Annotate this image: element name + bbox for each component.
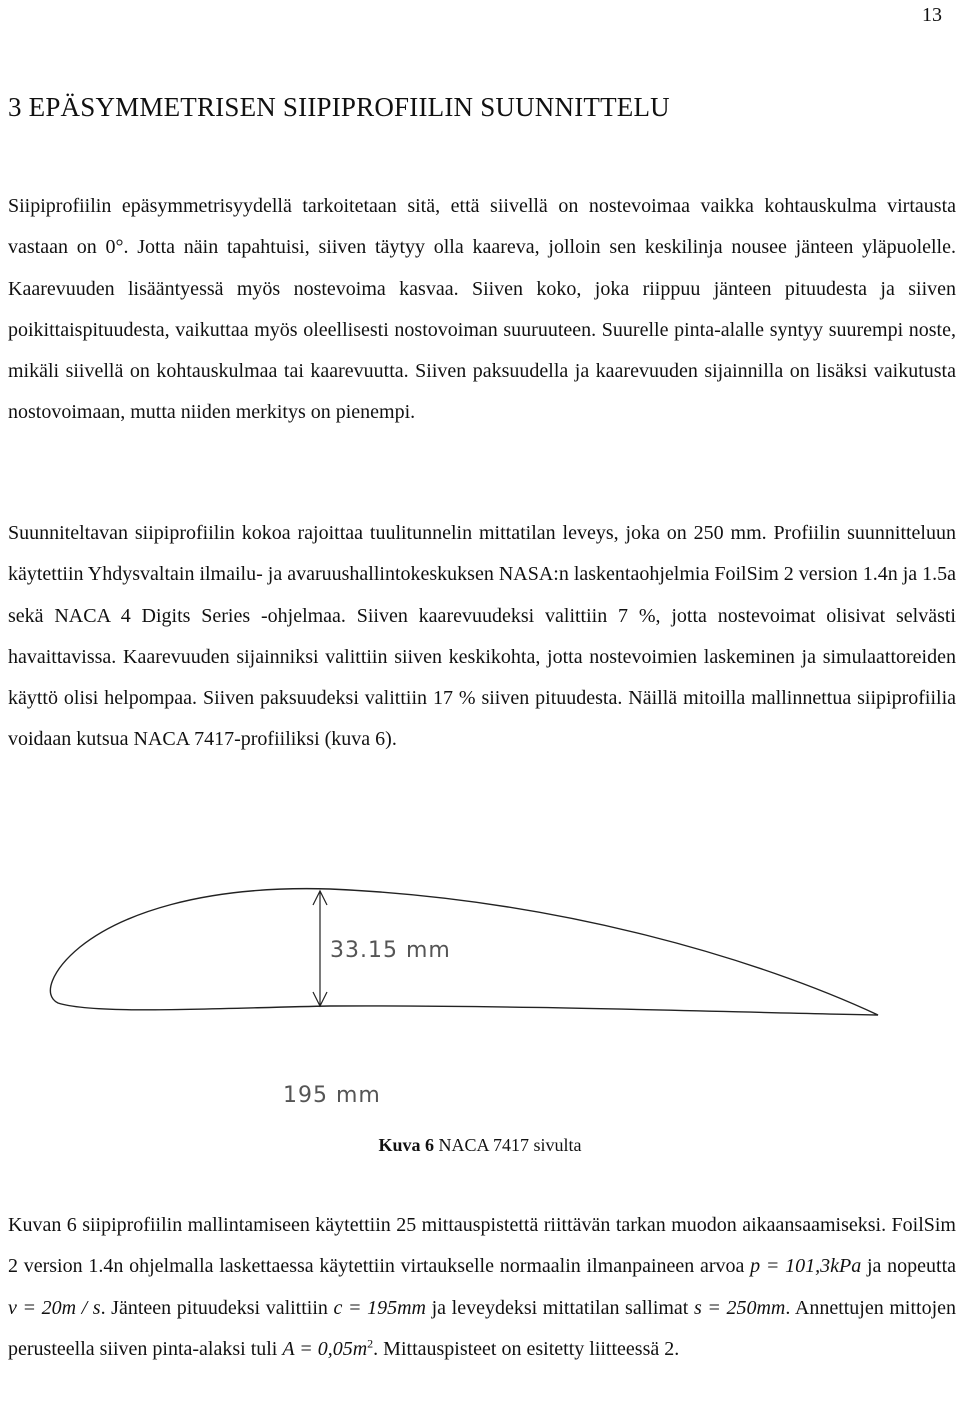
- area-exponent: 2: [367, 1336, 374, 1351]
- paragraph-intro: Siipiprofiilin epäsymmetrisyydellä tarkoitetaan sitä, että siivellä on nostevoimaa vaikka kohtauskulma virtausta vastaan on 0°. Jotta näin tapahtuisi, siiven täytyy olla kaareva, jolloin sen keskilinja nousee jänteen yläpuolelle. Kaarevuuden lisääntyessä myös nostevoima kasvaa. Siiven koko, joka riippuu jänteen pituudesta ja siiven poikittaispituudesta, vaikuttaa myös oleellisesti nostovoiman suuruuteen. Suurelle pinta-alalle syntyy suurempi noste, mikäli siivellä on kohtauskulmaa tai kaarevuutta. Siiven paksuudella ja kaarevuuden sijainnilla on lisäksi vaikutusta nostovoimaan, mutta niiden merkitys on pienempi.: [8, 195, 956, 424]
- figure-caption: [0, 1135, 960, 1156]
- paragraph-measurements: [8, 1205, 956, 1370]
- caption-label: Kuva 6: [378, 1135, 434, 1155]
- chord-label: 195 mm: [283, 1083, 381, 1108]
- page-number: 13: [922, 4, 942, 26]
- formula-velocity: v = 20m / s: [8, 1296, 101, 1319]
- caption-text: NACA 7417 sivulta: [434, 1135, 582, 1155]
- airfoil-figure: [0, 855, 960, 1115]
- text-run: ja leveydeksi mittatilan sallimat: [426, 1296, 694, 1319]
- thickness-label: 33.15 mm: [330, 938, 451, 963]
- formula-chord: c = 195mm: [333, 1296, 427, 1319]
- text-run: Kuvan 6 siipiprofiilin mallintamiseen käytettiin 25 mittauspistettä riittävän tarkan muodon aikaansaamiseksi. FoilSim 2 version 1.4n ohjelmalla laskettaessa käytettiin virtaukselle normaalin ilmanpaineen arvoa: [8, 1214, 956, 1278]
- formula-area: A = 0,05m: [282, 1337, 368, 1360]
- paragraph-design: Suunniteltavan siipiprofiilin kokoa rajoittaa tuulitunnelin mittatilan leveys, joka on 250 mm. Profiilin suunnitteluun käytettiin Yhdysvaltain ilmailu- ja avaruushallintokeskuksen NASA:n laskentaohjelmia FoilSim 2 version 1.4n ja 1.5a sekä NACA 4 Digits Series -ohjelmaa. Siiven kaarevuudeksi valittiin 7 %, jotta nostevoimat olisivat selvästi havaittavissa. Kaarevuuden sijainniksi valittiin siiven keskikohta, jotta nostevoimien laskeminen ja simulaattoreiden käyttö olisi helpompaa. Siiven paksuudeksi valittiin 17 % siiven pituudesta. Näillä mitoilla mallinnettua siipiprofiilia voidaan kutsua NACA 7417-profiiliksi (kuva 6).: [8, 522, 956, 751]
- formula-pressure: p = 101,3kPa: [750, 1255, 862, 1278]
- text-run: ja nopeutta: [861, 1255, 957, 1278]
- formula-width: s = 250mm: [693, 1296, 786, 1319]
- section-title: 3 EPÄSYMMETRISEN SIIPIPROFIILIN SUUNNITTELU: [8, 92, 670, 122]
- text-run: . Jänteen pituudeksi valittiin: [100, 1296, 334, 1319]
- text-run: . Annettujen mittojen perusteella siiven pinta-alaksi tuli: [8, 1296, 957, 1360]
- airfoil-outline: [50, 889, 878, 1015]
- text-run: . Mittauspisteet on esitetty liitteessä 2.: [373, 1337, 680, 1360]
